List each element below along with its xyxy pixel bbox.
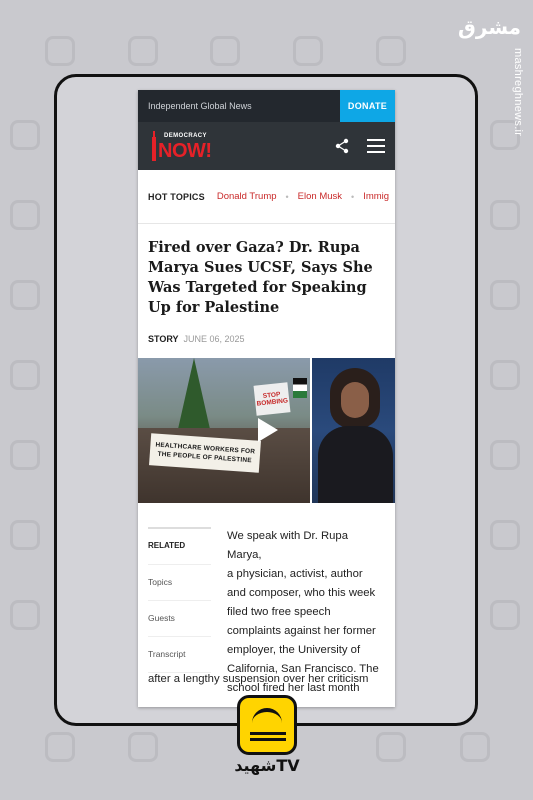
hot-topics-bar (138, 170, 395, 224)
sun-icon (252, 708, 282, 728)
democracy-now-logo[interactable] (148, 129, 218, 163)
logo-stripe (250, 738, 286, 741)
donate-button[interactable]: DONATE (340, 90, 395, 122)
site-tagline: Independent Global News (148, 101, 252, 111)
sidebar-item-topics[interactable]: Topics (148, 565, 211, 601)
body-line: school fired her last month (227, 682, 360, 694)
top-bar (138, 90, 395, 122)
palestine-flag (293, 378, 307, 398)
body-line: California, San Francisco. The (227, 663, 379, 675)
share-icon[interactable] (335, 138, 349, 154)
body-line: employer, the University of (227, 644, 361, 656)
body-line: filed two free speech (227, 606, 331, 618)
body-line: complaints against her former (227, 625, 376, 637)
topic-separator: • (285, 191, 289, 202)
shahid-tv-label: شهیدTV (234, 756, 300, 775)
body-line: a physician, activist, author (227, 568, 363, 580)
body-line: We speak with Dr. Rupa Marya, (227, 530, 348, 561)
hot-topics-label: HOT TOPICS (148, 191, 205, 202)
video-player[interactable] (138, 358, 395, 503)
sidebar-item-transcript[interactable]: Transcript (148, 637, 211, 673)
site-header (138, 122, 395, 170)
christmas-tree (176, 358, 212, 438)
watermark-url: mashreghnews.ir (512, 48, 524, 137)
article-headline: Fired over Gaza? Dr. Rupa Marya Sues UCSF, Says She Was Targeted for Speaking Up for Palestine (148, 239, 373, 316)
article-meta (138, 318, 395, 344)
logo-stripe (250, 732, 286, 735)
mashregh-logo: مشرق (458, 15, 522, 39)
article-type: STORY (148, 334, 179, 344)
play-icon[interactable] (258, 418, 278, 442)
logo-small-text: DEMOCRACY (164, 133, 207, 139)
article-date: JUNE 06, 2025 (183, 334, 245, 344)
article-content (138, 503, 395, 698)
phone-screenshot (138, 90, 395, 707)
related-heading: RELATED (148, 529, 211, 565)
protest-sign: STOP BOMBING (254, 382, 291, 415)
statue-of-liberty-icon (150, 131, 158, 161)
body-line-full: after a lengthy suspension over her criticism (148, 673, 369, 685)
topic-separator: • (351, 191, 355, 202)
topic-link-elon-musk[interactable]: Elon Musk (297, 191, 343, 202)
shahid-tv-logo (237, 695, 297, 755)
topic-link-donald-trump[interactable]: Donald Trump (216, 191, 277, 202)
video-protest-scene (138, 358, 310, 503)
protest-banner: HEALTHCARE WORKERS FOR THE PEOPLE OF PALESTINE (149, 433, 261, 473)
sidebar-item-guests[interactable]: Guests (148, 601, 211, 637)
logo-big-text: NOW! (158, 140, 212, 162)
body-line: and composer, who this week (227, 587, 376, 599)
guest-body (318, 426, 393, 503)
guest-face (341, 382, 369, 418)
header-actions (335, 138, 385, 154)
hamburger-menu-icon[interactable] (367, 139, 385, 153)
topic-link-immigration[interactable]: Immig (363, 191, 390, 202)
